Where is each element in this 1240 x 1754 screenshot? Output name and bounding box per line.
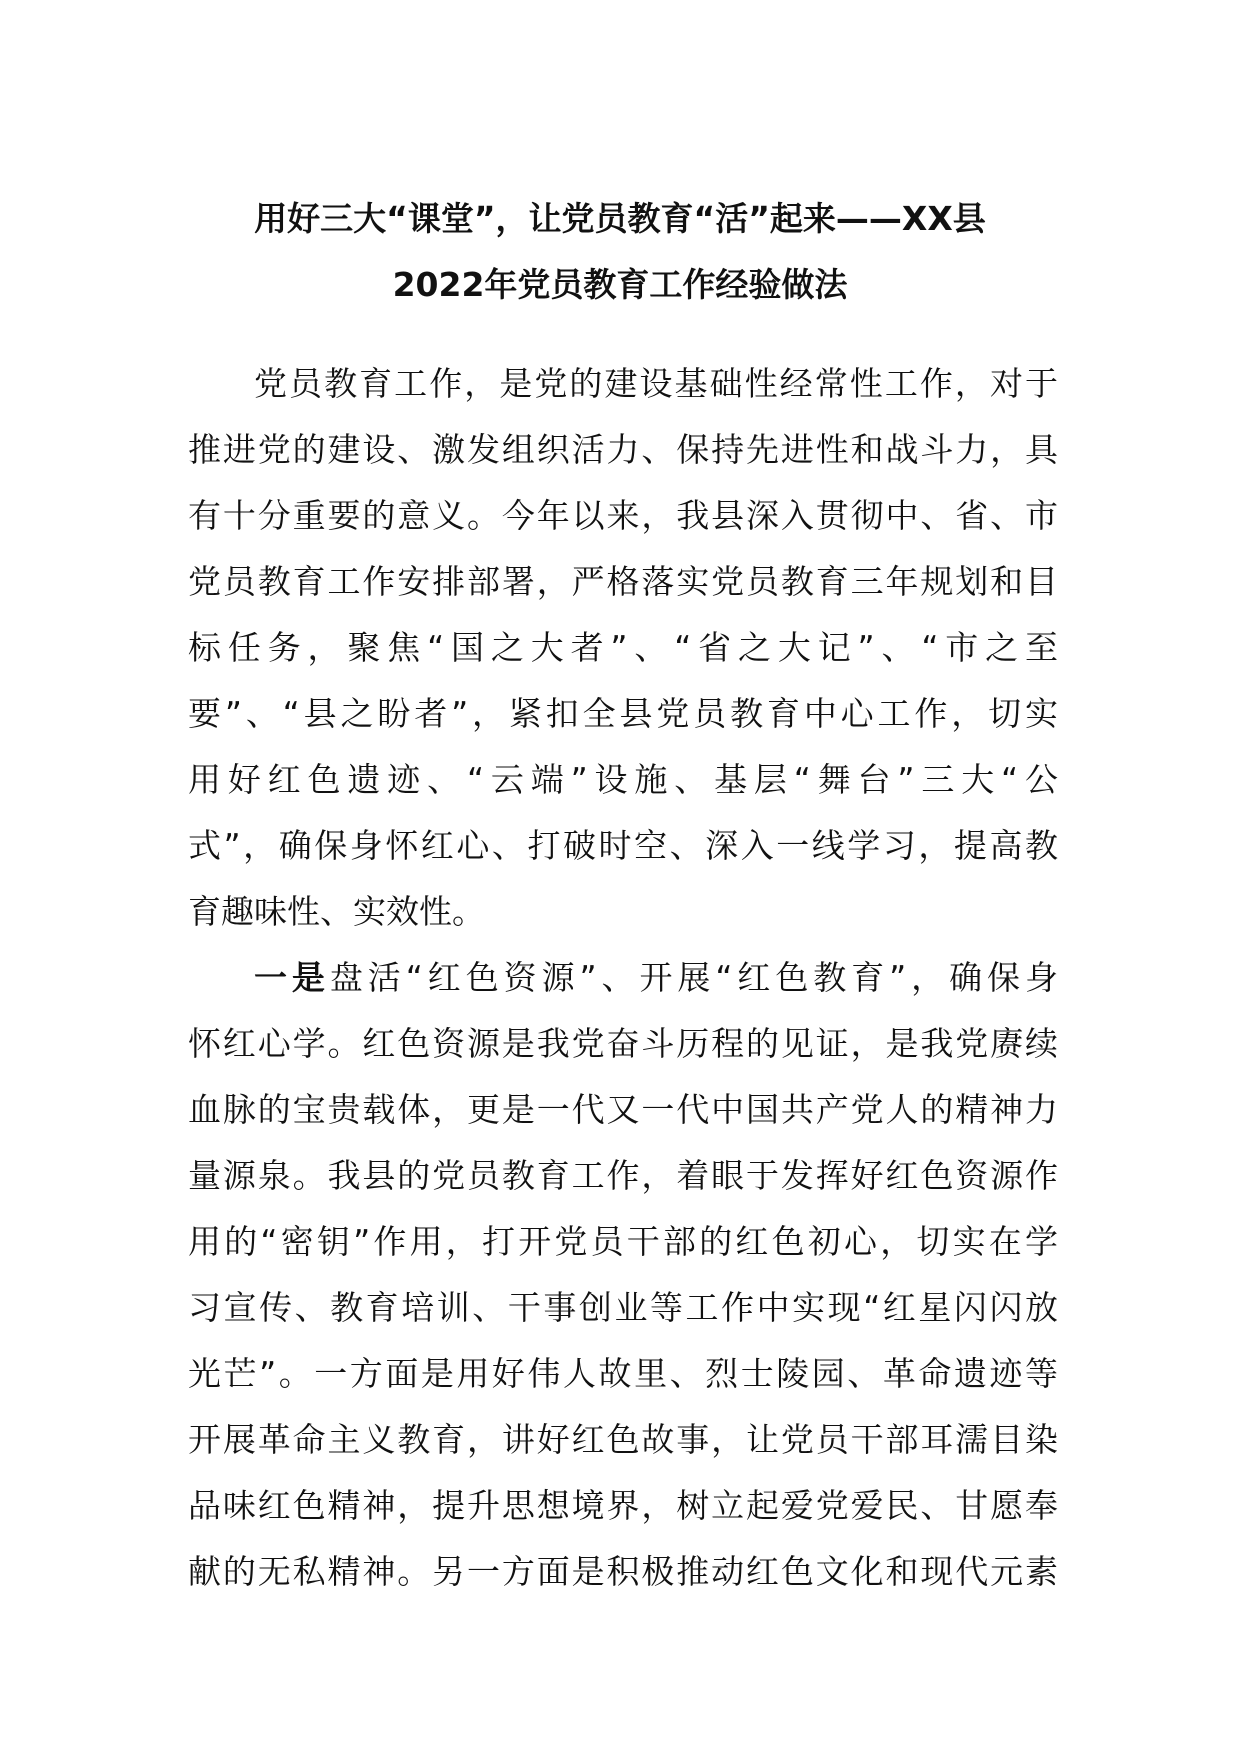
paragraph-2-first-line [188,945,1058,1011]
paragraph-1-line: 要”、“县之盼者”，紧扣全县党员教育中心工作，切实 [188,694,1058,733]
paragraph-2-line: 献的无私精神。另一方面是积极推动红色文化和现代元素 [188,1552,1058,1591]
paragraph-2-line: 怀红心学。红色资源是我党奋斗历程的见证，是我党赓续 [188,1024,1058,1063]
document-body [188,351,1058,1605]
paragraph-1-line: 标任务，聚焦“国之大者”、“省之大记”、“市之至 [188,628,1058,667]
paragraph-2-line: 盘活“红色资源”、开展“红色教育”，确保身 [329,958,1058,997]
paragraph-1-line: 育趣味性、实效性。 [188,892,485,931]
paragraph-2-line: 血脉的宝贵载体，更是一代又一代中国共产党人的精神力 [188,1090,1058,1129]
paragraph-2-line: 用的“密钥”作用，打开党员干部的红色初心，切实在学 [188,1222,1058,1261]
paragraph-2-line: 光芒”。一方面是用好伟人故里、烈士陵园、革命遗迹等 [188,1354,1058,1393]
document-title [150,186,1090,318]
paragraph-1-line: 党员教育工作，是党的建设基础性经常性工作，对于 [254,364,1058,403]
paragraph-2-line: 习宣传、教育培训、干事创业等工作中实现“红星闪闪放 [188,1288,1058,1327]
paragraph-1-line: 党员教育工作安排部署，严格落实党员教育三年规划和目 [188,562,1058,601]
paragraph-2-line: 量源泉。我县的党员教育工作，着眼于发挥好红色资源作 [188,1156,1058,1195]
paragraph-1-line: 式”，确保身怀红心、打破时空、深入一线学习，提高教 [188,826,1058,865]
title-line-2: 2022年党员教育工作经验做法 [392,265,848,304]
paragraph-2-line: 品味红色精神，提升思想境界，树立起爱党爱民、甘愿奉 [188,1486,1058,1525]
paragraph-2-line: 开展革命主义教育，讲好红色故事，让党员干部耳濡目染 [188,1420,1058,1459]
title-line-1: 用好三大“课堂”，让党员教育“活”起来——XX县 [254,199,986,238]
paragraph-2-lead: 一是 [254,958,330,997]
paragraph-1-line: 用好红色遗迹、“云端”设施、基层“舞台”三大“公 [188,760,1058,799]
paragraph-1-line: 有十分重要的意义。今年以来，我县深入贯彻中、省、市 [188,496,1058,535]
paragraph-1-line: 推进党的建设、激发组织活力、保持先进性和战斗力，具 [188,430,1058,469]
